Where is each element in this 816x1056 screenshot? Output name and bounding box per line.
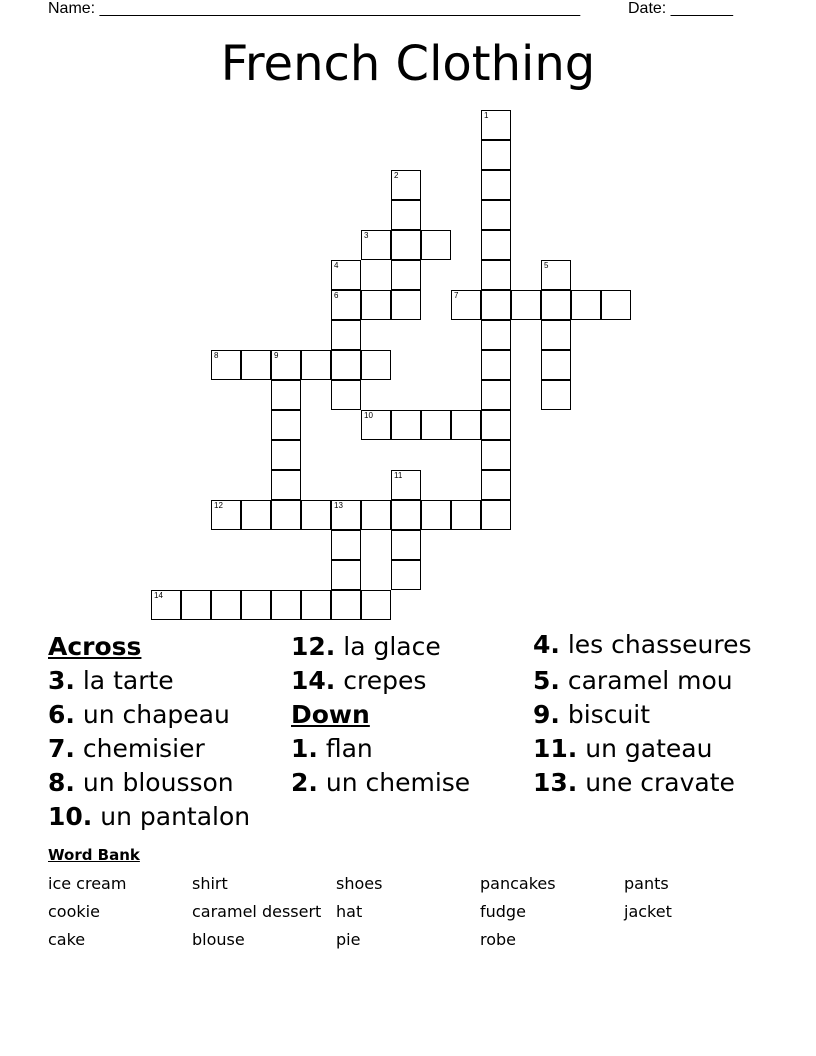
grid-cell[interactable] [361, 590, 391, 620]
grid-cell[interactable] [451, 500, 481, 530]
grid-cell[interactable] [331, 320, 361, 350]
grid-cell[interactable] [241, 590, 271, 620]
grid-cell[interactable] [481, 290, 511, 320]
grid-cell[interactable] [151, 590, 181, 620]
clue-down-5: 5. caramel mou [533, 666, 733, 695]
grid-cell[interactable] [511, 290, 541, 320]
grid-cell[interactable] [301, 590, 331, 620]
grid-cell[interactable] [331, 350, 361, 380]
grid-cell[interactable] [481, 380, 511, 410]
grid-cell[interactable] [481, 470, 511, 500]
grid-cell[interactable] [361, 410, 391, 440]
clue-across-8: 8. un blousson [48, 768, 234, 797]
grid-cell[interactable] [481, 200, 511, 230]
cell-number: 4 [334, 261, 339, 270]
grid-cell[interactable] [541, 350, 571, 380]
word-bank-item: ice cream [48, 874, 127, 893]
grid-cell[interactable] [331, 500, 361, 530]
grid-cell[interactable] [601, 290, 631, 320]
word-bank-item: shirt [192, 874, 228, 893]
cell-number: 9 [274, 351, 279, 360]
cell-number: 7 [454, 291, 459, 300]
grid-cell[interactable] [541, 380, 571, 410]
clues-column-1 [48, 630, 288, 834]
grid-cell[interactable] [481, 170, 511, 200]
word-bank-item: jacket [624, 902, 672, 921]
word-bank-item: caramel dessert [192, 902, 322, 921]
clue-across-6: 6. un chapeau [48, 700, 230, 729]
grid-cell[interactable] [271, 470, 301, 500]
grid-cell[interactable] [421, 230, 451, 260]
clue-across-7: 7. chemisier [48, 734, 205, 763]
grid-cell[interactable] [271, 500, 301, 530]
grid-cell[interactable] [541, 290, 571, 320]
grid-cell[interactable] [211, 500, 241, 530]
grid-cell[interactable] [331, 290, 361, 320]
down-heading: Down [291, 700, 370, 729]
word-bank-item: pie [336, 930, 361, 949]
name-field-label: Name: ______________________________________________________ [48, 0, 581, 17]
word-bank-item: cake [48, 930, 86, 949]
grid-cell[interactable] [361, 290, 391, 320]
cell-number: 11 [394, 471, 403, 480]
grid-cell[interactable] [211, 350, 241, 380]
clue-across-10: 10. un pantalon [48, 802, 251, 831]
grid-cell[interactable] [211, 590, 241, 620]
grid-cell[interactable] [571, 290, 601, 320]
cell-number: 10 [364, 411, 373, 420]
page-title: French Clothing [220, 36, 596, 92]
cell-number: 8 [214, 351, 219, 360]
grid-cell[interactable] [241, 350, 271, 380]
grid-cell[interactable] [481, 140, 511, 170]
grid-cell[interactable] [481, 500, 511, 530]
grid-cell[interactable] [391, 410, 421, 440]
grid-cell[interactable] [301, 350, 331, 380]
grid-cell[interactable] [391, 230, 421, 260]
grid-cell[interactable] [241, 500, 271, 530]
grid-cell[interactable] [481, 110, 511, 140]
word-bank-item: robe [480, 930, 517, 949]
clue-down-9: 9. biscuit [533, 700, 651, 729]
grid-cell[interactable] [361, 350, 391, 380]
cell-number: 12 [214, 501, 223, 510]
grid-cell[interactable] [271, 380, 301, 410]
grid-cell[interactable] [181, 590, 211, 620]
grid-cell[interactable] [331, 560, 361, 590]
clue-across-12: 12. la glace [291, 632, 441, 661]
word-bank-item: hat [336, 902, 363, 921]
word-bank-item: cookie [48, 902, 100, 921]
word-bank-item: pancakes [480, 874, 556, 893]
grid-cell[interactable] [271, 350, 301, 380]
grid-cell[interactable] [421, 410, 451, 440]
grid-cell[interactable] [391, 560, 421, 590]
grid-cell[interactable] [541, 260, 571, 290]
grid-cell[interactable] [361, 500, 391, 530]
grid-cell[interactable] [331, 260, 361, 290]
grid-cell[interactable] [391, 470, 421, 500]
cell-number: 5 [544, 261, 549, 270]
grid-cell[interactable] [271, 590, 301, 620]
grid-cell[interactable] [391, 290, 421, 320]
grid-cell[interactable] [331, 380, 361, 410]
clues-column-2 [291, 630, 531, 800]
grid-cell[interactable] [331, 590, 361, 620]
clue-down-13: 13. une cravate [533, 768, 735, 797]
word-bank-title: Word Bank [48, 846, 140, 864]
grid-cell[interactable] [481, 350, 511, 380]
clue-down-11: 11. un gateau [533, 734, 713, 763]
across-heading: Across [48, 632, 142, 661]
grid-cell[interactable] [391, 260, 421, 290]
grid-cell[interactable] [391, 170, 421, 200]
grid-cell[interactable] [481, 260, 511, 290]
grid-cell[interactable] [451, 410, 481, 440]
cell-number: 14 [154, 591, 163, 600]
grid-cell[interactable] [481, 230, 511, 260]
grid-cell[interactable] [391, 200, 421, 230]
cell-number: 2 [394, 171, 399, 180]
cell-number: 13 [334, 501, 343, 510]
grid-cell[interactable] [331, 530, 361, 560]
grid-cell[interactable] [271, 410, 301, 440]
word-bank-item: pants [624, 874, 669, 893]
clues-column-3 [533, 630, 773, 800]
grid-cell[interactable] [481, 410, 511, 440]
clue-down-1: 1. flan [291, 734, 373, 763]
grid-cell[interactable] [361, 230, 391, 260]
clue-down-2: 2. un chemise [291, 768, 471, 797]
grid-cell[interactable] [391, 500, 421, 530]
grid-cell[interactable] [481, 440, 511, 470]
grid-cell[interactable] [301, 500, 331, 530]
clue-down-4: 4. les chasseures [533, 630, 752, 659]
grid-cell[interactable] [271, 440, 301, 470]
word-bank-item: shoes [336, 874, 383, 893]
cell-number: 3 [364, 231, 369, 240]
word-bank-item: blouse [192, 930, 245, 949]
cell-number: 6 [334, 291, 339, 300]
clue-across-3: 3. la tarte [48, 666, 174, 695]
grid-cell[interactable] [451, 290, 481, 320]
word-bank-item: fudge [480, 902, 526, 921]
date-field-label: Date: _______ [628, 0, 733, 17]
grid-cell[interactable] [391, 530, 421, 560]
grid-cell[interactable] [541, 320, 571, 350]
clue-across-14: 14. crepes [291, 666, 427, 695]
grid-cell[interactable] [421, 500, 451, 530]
grid-cell[interactable] [481, 320, 511, 350]
cell-number: 1 [484, 111, 489, 120]
